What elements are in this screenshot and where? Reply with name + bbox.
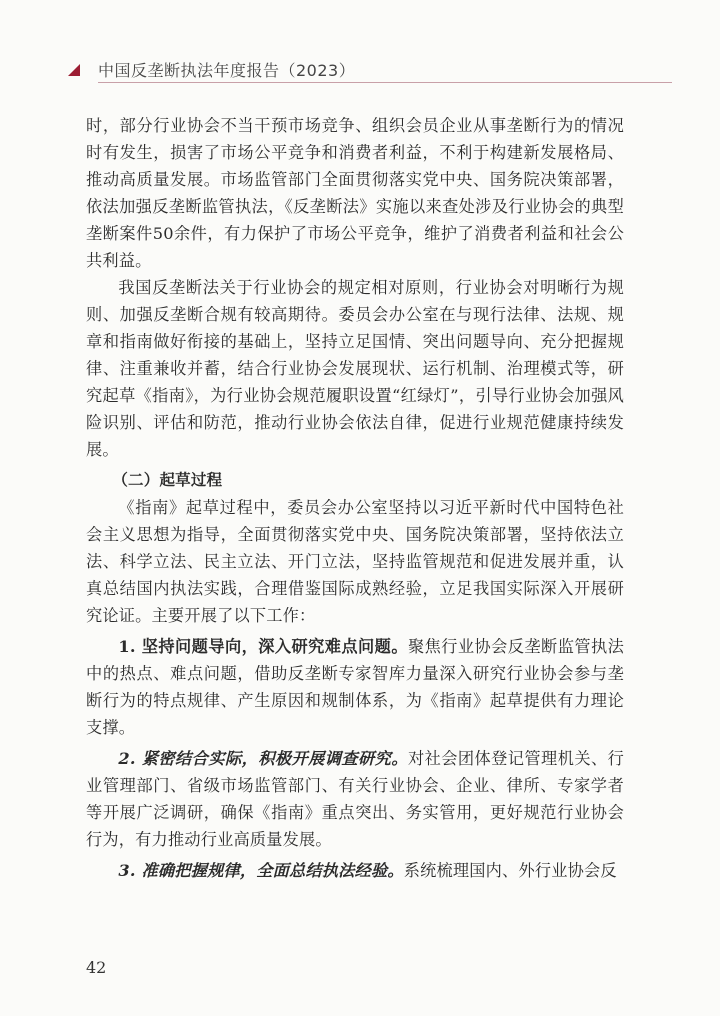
- list-item-2-text: 对社会团体登记管理机关、行业管理部门、省级市场监管部门、有关行业协会、企业、律所、专家学者等开展广泛调研，确保《指南》重点突出、务实管用，更好规范行业协会行为，有力推动行业高质量发展。: [86, 749, 624, 849]
- page-body: [86, 112, 624, 884]
- list-item-3: [86, 857, 624, 884]
- list-item-3-lead: 3. 准确把握规律，全面总结执法经验。: [118, 861, 404, 880]
- list-item-3-text: 系统梳理国内、外行业协会反: [403, 861, 617, 880]
- list-item-2: [86, 745, 624, 853]
- running-header: [68, 56, 672, 84]
- header-title: 中国反垄断执法年度报告（2023）: [98, 61, 356, 80]
- paragraph-3: 《指南》起草过程中，委员会办公室坚持以习近平新时代中国特色社会主义思想为指导，全面贯彻落实党中央、国务院决策部署，坚持依法立法、科学立法、民主立法、开门立法，坚持监管规范和促进发展并重，认真总结国内执法实践，合理借鉴国际成熟经验，立足我国实际深入开展研究论证。主要开展了以下工作：: [86, 498, 624, 625]
- paragraph-1: 时，部分行业协会不当干预市场竞争、组织会员企业从事垄断行为的情况时有发生，损害了市场公平竞争和消费者利益，不利于构建新发展格局、推动高质量发展。市场监管部门全面贯彻落实党中央、国务院决策部署，依法加强反垄断监管执法，《反垄断法》实施以来查处涉及行业协会的典型垄断案件50余件，有力保护了市场公平竞争，维护了消费者利益和社会公共利益。: [86, 116, 624, 270]
- header-triangle-icon: [68, 64, 80, 76]
- list-item-2-lead: 2. 紧密结合实际，积极开展调查研究。: [118, 749, 408, 768]
- list-item-1-text: 聚焦行业协会反垄断监管执法中的热点、难点问题，借助反垄断专家智库力量深入研究行业协会参与垄断行为的特点规律、产生原因和规制体系，为《指南》起草提供有力理论支撑。: [86, 637, 624, 737]
- header-rule: [98, 82, 672, 83]
- list-item-1: [86, 633, 624, 741]
- paragraph-2: 我国反垄断法关于行业协会的规定相对原则，行业协会对明晰行为规则、加强反垄断合规有较高期待。委员会办公室在与现行法律、法规、规章和指南做好衔接的基础上，坚持立足国情、突出问题导向、充分把握规律、注重兼收并蓄，结合行业协会发展现状、运行机制、治理模式等，研究起草《指南》，为行业协会规范履职设置“红绿灯”，引导行业协会加强风险识别、评估和防范，推动行业协会依法自律，促进行业规范健康持续发展。: [86, 278, 624, 459]
- list-item-1-lead: 1. 坚持问题导向，深入研究难点问题。: [118, 637, 408, 656]
- page-number: 42: [86, 958, 107, 977]
- section-heading: （二）起草过程: [112, 471, 223, 489]
